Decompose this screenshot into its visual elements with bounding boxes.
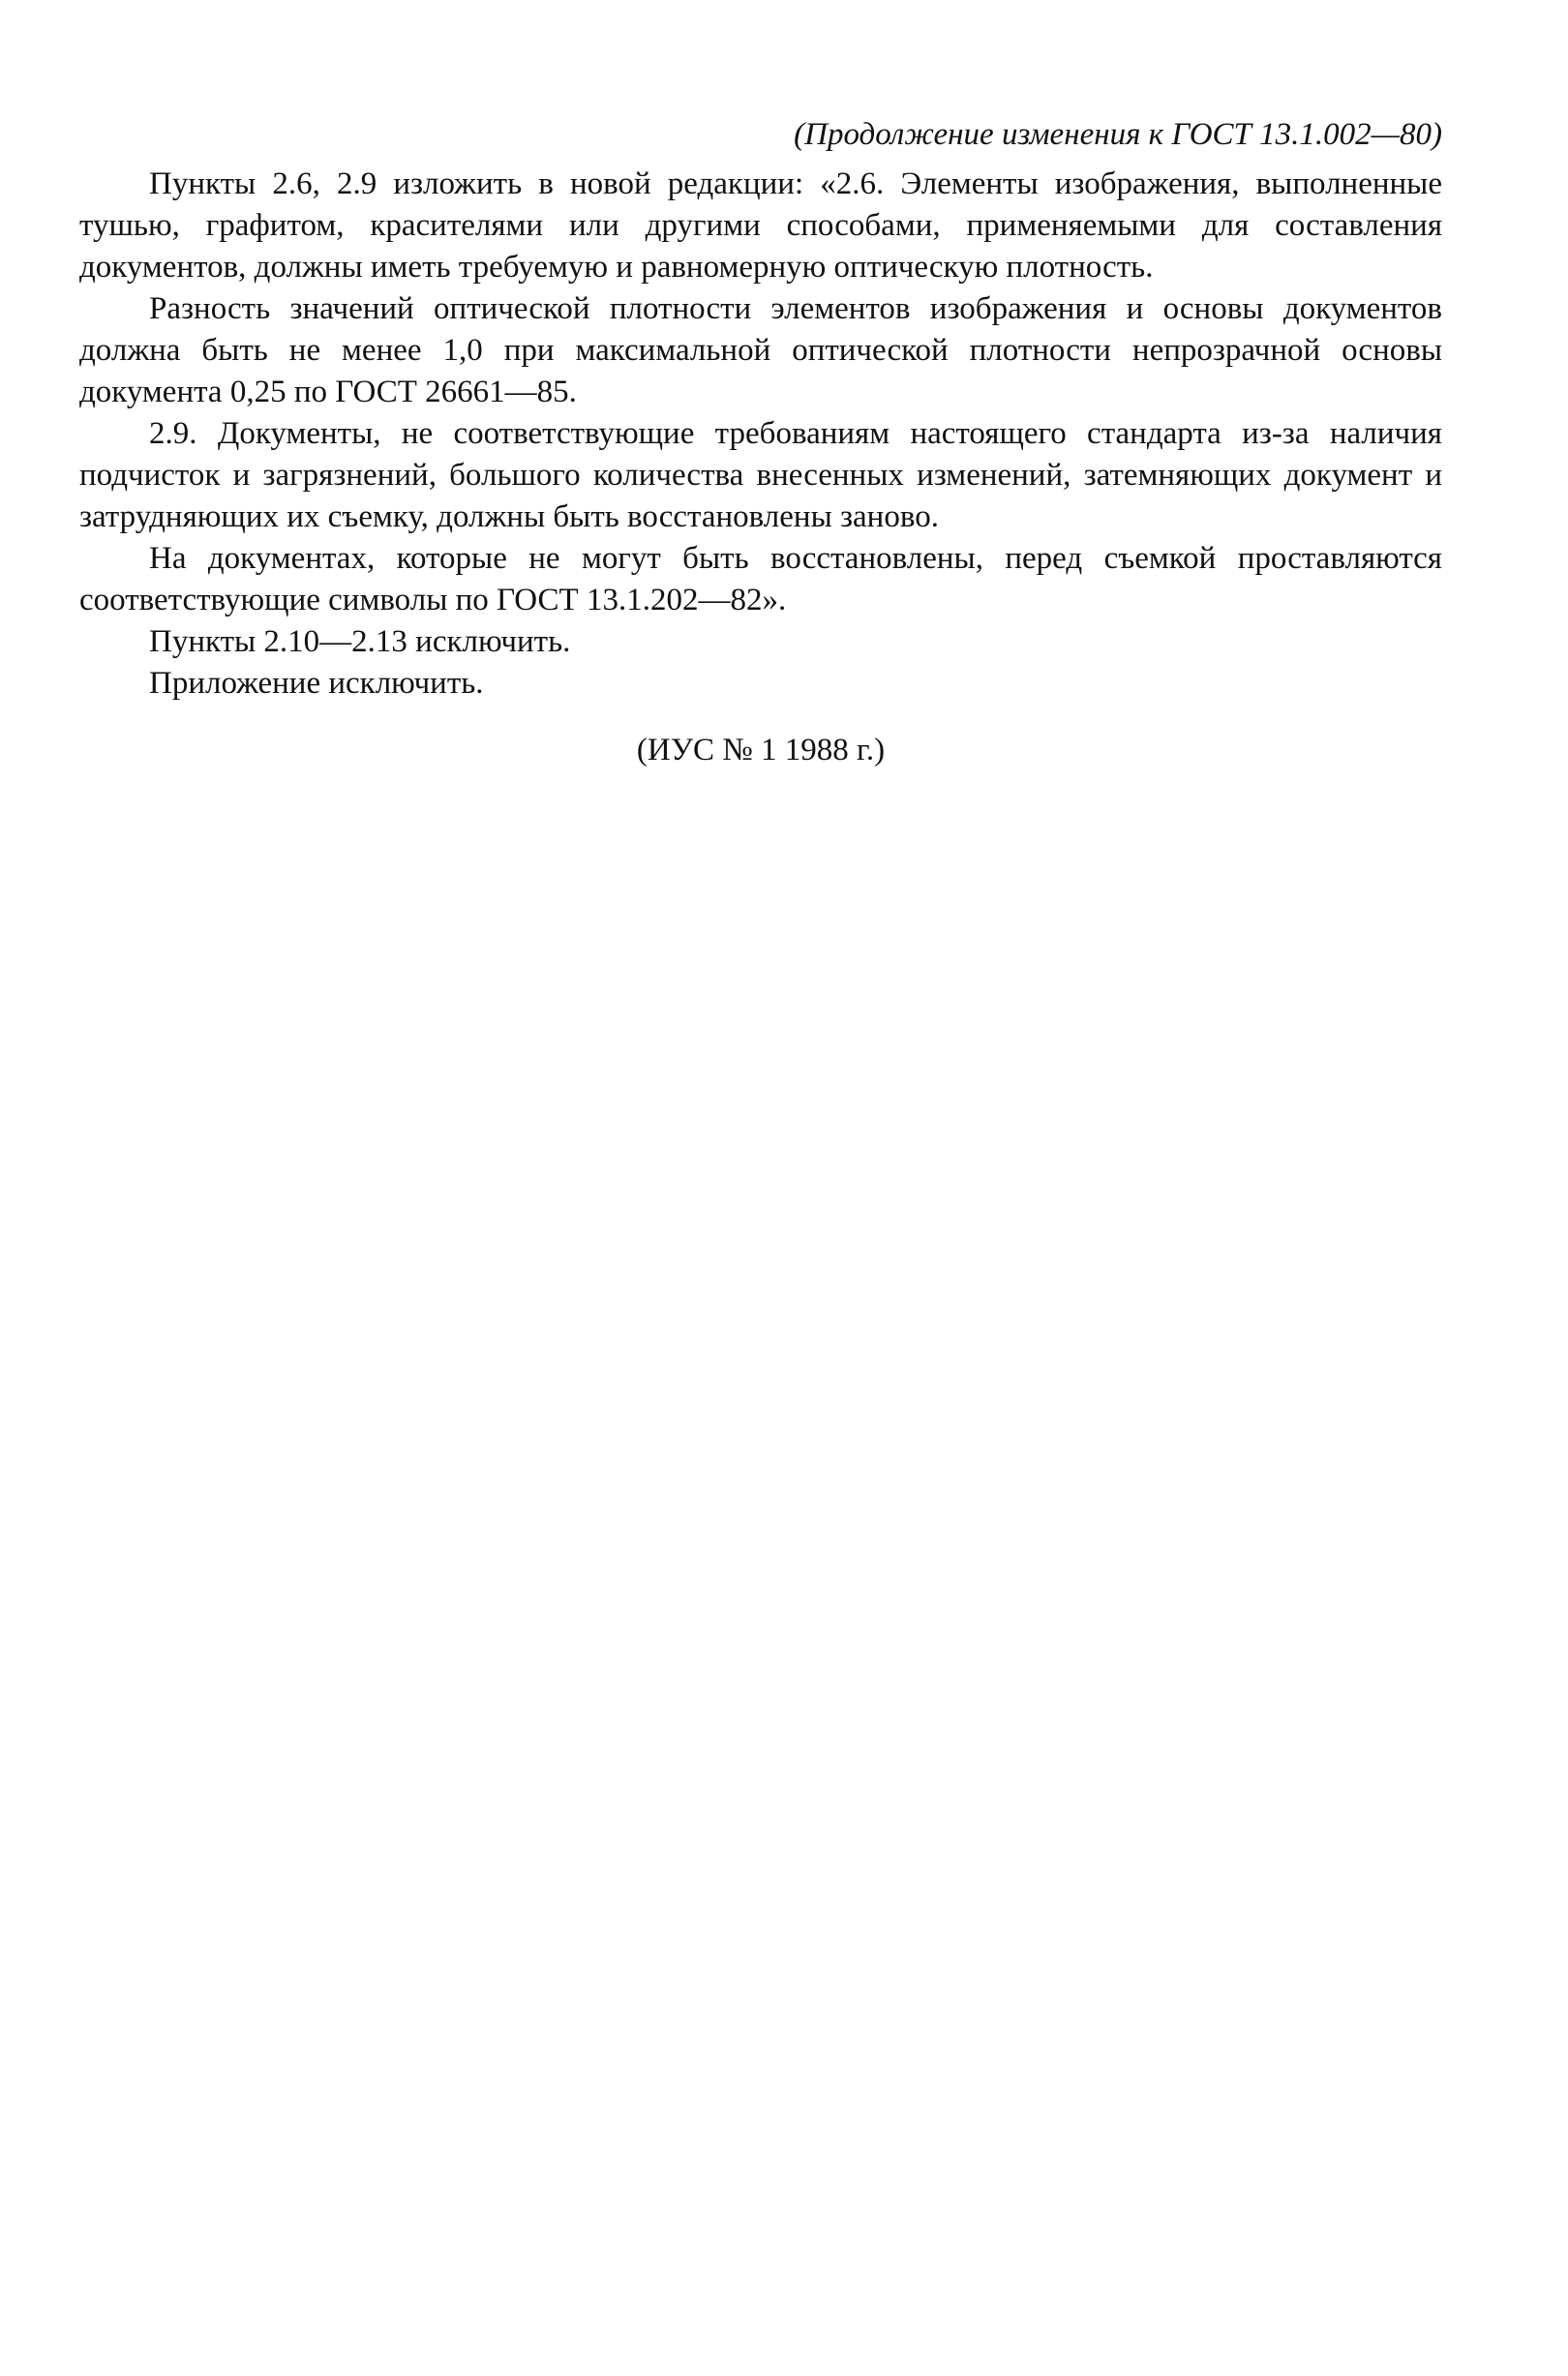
paragraph-amendment-2-6: Пункты 2.6, 2.9 изложить в новой редакции: «2.6. Элементы изображения, выполненные тушью, графитом, красителями или другими способами, применяемыми для составления документов, должны иметь требуемую и равномерную оптическую плотность. <box>79 166 1442 285</box>
paragraph-amendment-2-9: 2.9. Документы, не соответствующие требованиям настоящего стандарта из-за наличия подчисток и загрязнений, большого количества внесенных изменений, затемняющих документ и затрудняющих их съемку, должны быть восстановлены заново. <box>79 416 1442 534</box>
paragraph-exclude-items: Пункты 2.10—2.13 исключить. <box>149 624 571 659</box>
paragraph-optical-density: Разность значений оптической плотности элементов изображения и основы документов должна быть не менее 1,0 при максимальной оптической плотности непрозрачной основы документа 0,25 по ГОСТ 26661—85. <box>79 291 1442 409</box>
continuation-header: (Продолжение изменения к ГОСТ 13.1.002—80) <box>794 117 1442 152</box>
paragraph-exclude-appendix: Приложение исключить. <box>149 666 484 701</box>
document-body <box>79 114 1442 771</box>
paragraph-symbols: На документах, которые не могут быть восстановлены, перед съемкой проставляются соответствующие символы по ГОСТ 13.1.202—82». <box>79 541 1442 617</box>
source-reference: (ИУС № 1 1988 г.) <box>636 733 886 767</box>
